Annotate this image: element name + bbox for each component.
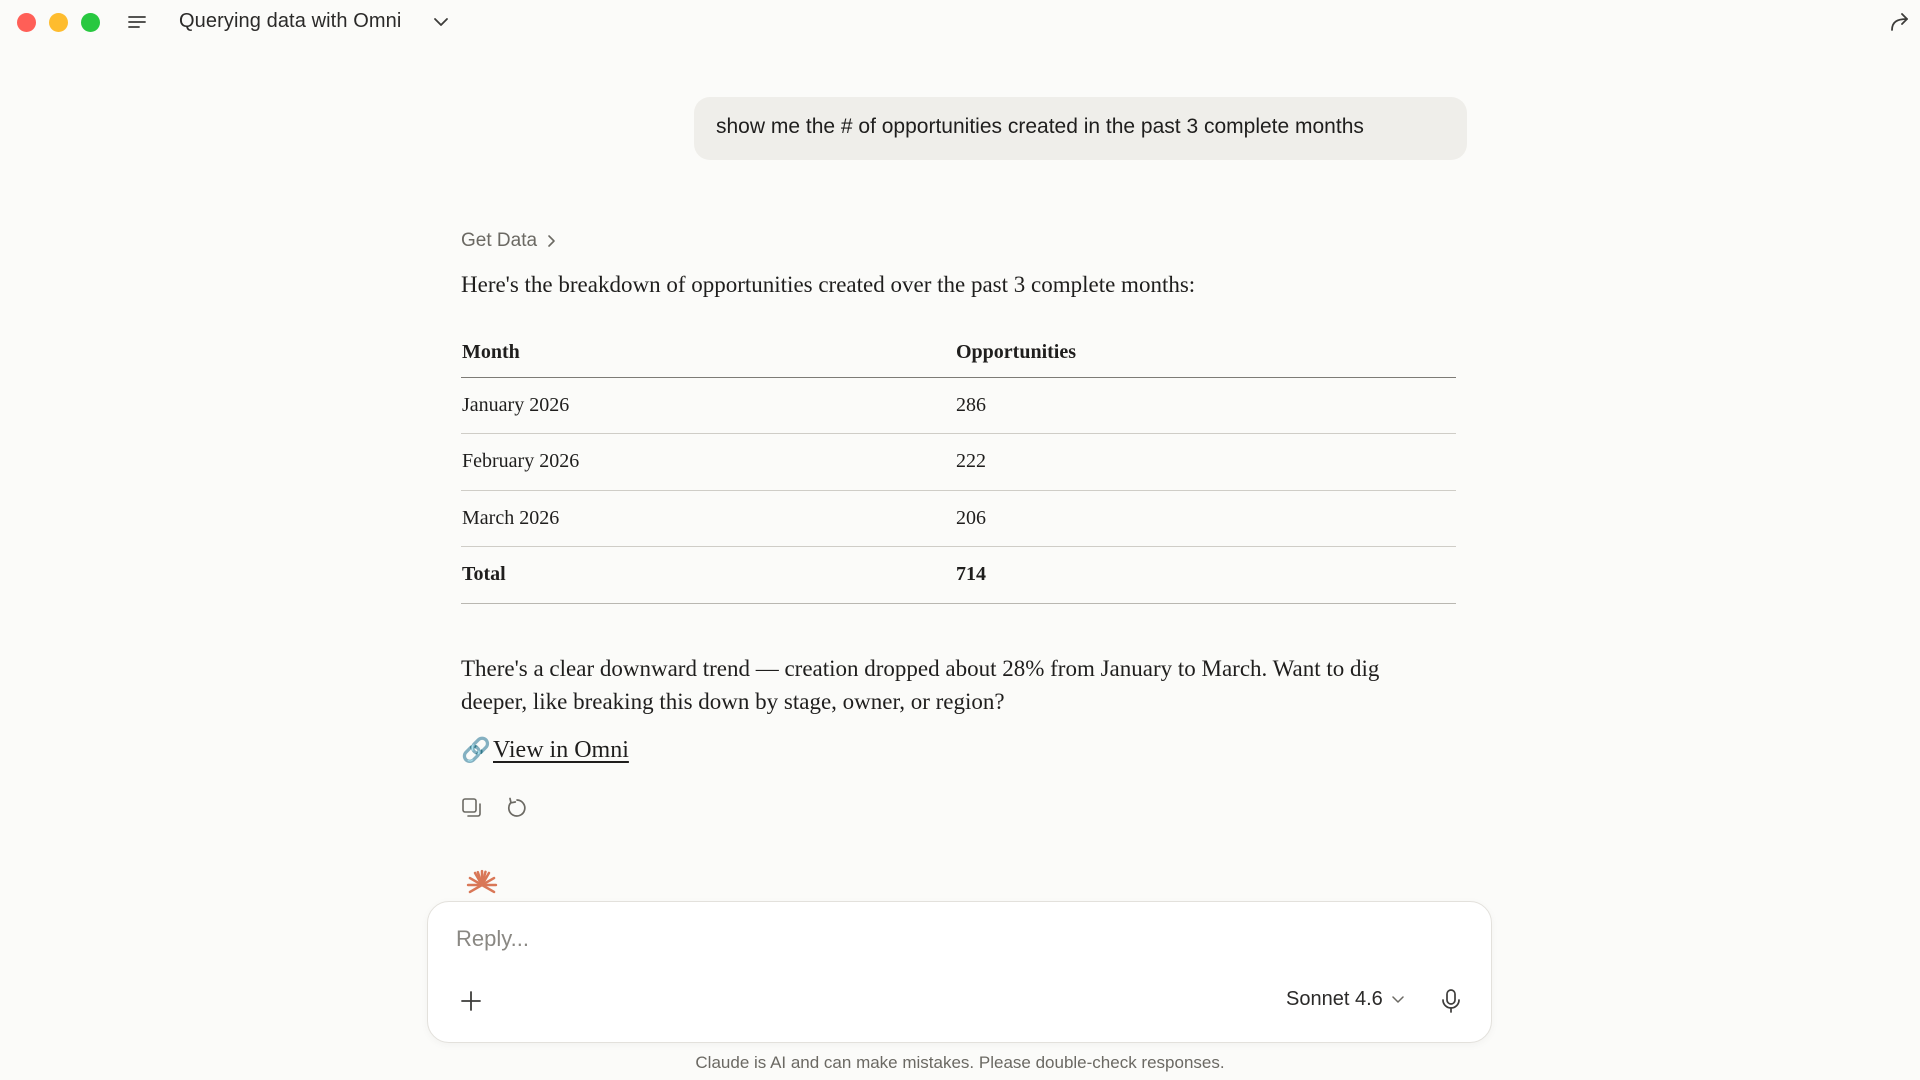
- header-month: Month: [461, 328, 955, 377]
- claude-logo-icon: [459, 869, 505, 901]
- add-attachment-button[interactable]: [458, 988, 484, 1014]
- chevron-right-icon: [547, 234, 557, 248]
- cell-opportunities: 222: [955, 434, 1456, 491]
- plus-icon: [458, 988, 484, 1014]
- opportunities-table: [461, 328, 1456, 604]
- reply-input[interactable]: [456, 922, 1456, 956]
- model-selector[interactable]: [1286, 988, 1405, 1011]
- table-row: [461, 434, 1456, 491]
- title-bar: [0, 0, 1920, 44]
- view-in-omni-row: [461, 736, 629, 764]
- cell-month: March 2026: [461, 490, 955, 547]
- chevron-down-icon: [1391, 995, 1405, 1005]
- window-maximize-button[interactable]: [81, 13, 100, 32]
- table-row: [461, 377, 1456, 434]
- view-in-omni-link[interactable]: View in Omni: [493, 736, 629, 763]
- assistant-summary: There's a clear downward trend — creation dropped about 28% from January to March. Want to dig deeper, like breaking this down by stage, owner, or region?: [461, 656, 1380, 714]
- header-opportunities: Opportunities: [955, 328, 1456, 377]
- share-icon[interactable]: [1888, 10, 1912, 34]
- cell-total-value: 714: [955, 547, 1456, 604]
- table-total-row: [461, 547, 1456, 604]
- tool-call-label: Get Data: [461, 230, 538, 251]
- window-minimize-button[interactable]: [49, 13, 68, 32]
- table-row: [461, 490, 1456, 547]
- link-icon: 🔗: [461, 737, 491, 764]
- window-close-button[interactable]: [17, 13, 36, 32]
- table-header-row: [461, 328, 1456, 377]
- chevron-down-icon[interactable]: [432, 14, 450, 30]
- cell-total-label: Total: [461, 547, 955, 604]
- tool-call-get-data[interactable]: [461, 230, 557, 252]
- sidebar-menu-icon[interactable]: [127, 13, 147, 31]
- reply-composer: [427, 901, 1492, 1043]
- voice-input-button[interactable]: [1438, 987, 1464, 1015]
- user-message: show me the # of opportunities created in the past 3 complete months: [694, 97, 1467, 160]
- chat-title[interactable]: Querying data with Omni: [179, 10, 402, 32]
- assistant-intro: Here's the breakdown of opportunities created over the past 3 complete months:: [461, 272, 1196, 297]
- cell-month: February 2026: [461, 434, 955, 491]
- copy-icon[interactable]: [461, 797, 483, 819]
- retry-icon[interactable]: [505, 796, 529, 820]
- cell-opportunities: 286: [955, 377, 1456, 434]
- cell-month: January 2026: [461, 377, 955, 434]
- microphone-icon: [1438, 987, 1464, 1015]
- model-name: Sonnet 4.6: [1286, 988, 1383, 1010]
- cell-opportunities: 206: [955, 490, 1456, 547]
- disclaimer-text: Claude is AI and can make mistakes. Please double-check responses.: [695, 1053, 1225, 1072]
